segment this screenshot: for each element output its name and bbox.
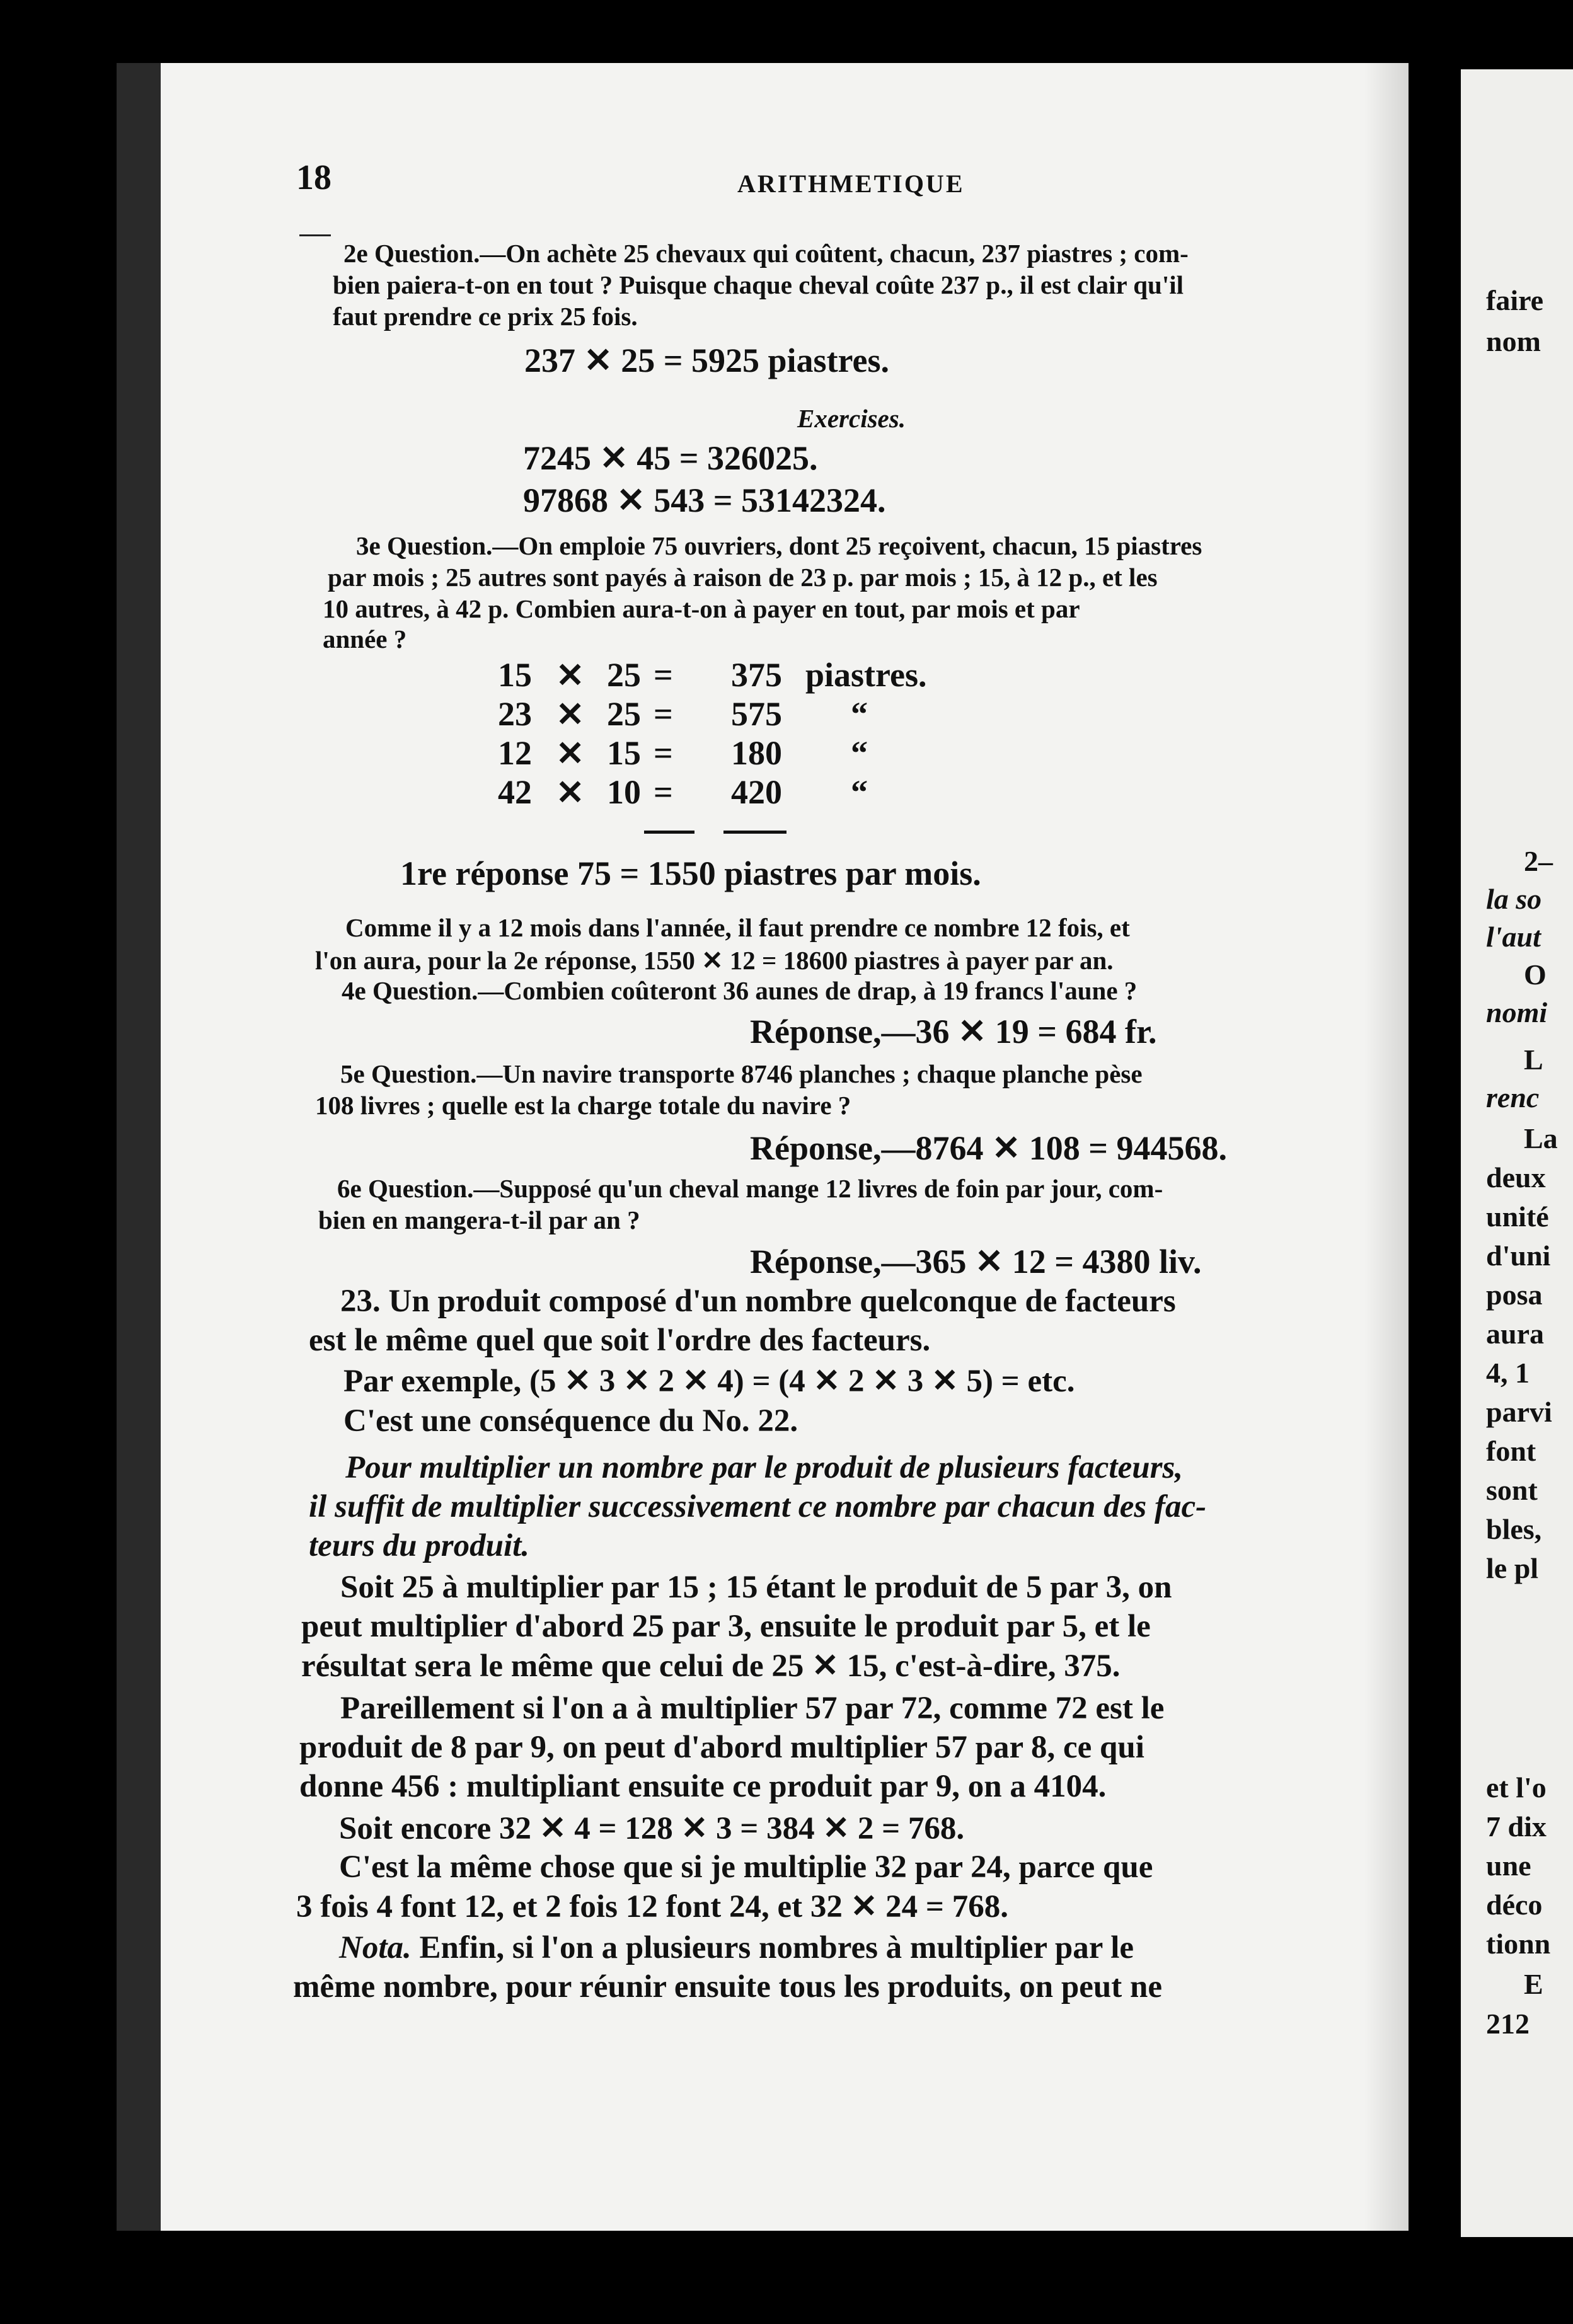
paragraph-23-example: Par exemple, (5 ✕ 3 ✕ 2 ✕ 4) = (4 ✕ 2 ✕ 3 ✕ 5) = etc.	[343, 1364, 1075, 1399]
margin-mark	[299, 234, 331, 236]
table-cell: 25	[607, 695, 641, 733]
table-cell: 375	[731, 656, 782, 694]
table-cell: 23	[498, 695, 532, 733]
question-2-equation: 237 ✕ 25 = 5925 piastres.	[524, 342, 890, 379]
adjacent-fragment: et l'o	[1486, 1771, 1547, 1803]
rule-line-3: teurs du produit.	[309, 1528, 530, 1563]
question-5-answer: Réponse,—8764 ✕ 108 = 944568.	[750, 1129, 1228, 1167]
adjacent-fragment: E	[1524, 1968, 1543, 2000]
exercises-heading: Exercises.	[797, 404, 906, 433]
adjacent-fragment: bles,	[1486, 1513, 1542, 1545]
equals-sign: =	[654, 695, 673, 733]
comment-line-1: Comme il y a 12 mois dans l'année, il faut prendre ce nombre 12 fois, et	[345, 913, 1130, 942]
equals-sign: =	[654, 656, 673, 694]
table-unit: “	[851, 695, 868, 733]
adjacent-fragment: nom	[1486, 325, 1541, 357]
adjacent-fragment: l'aut	[1486, 921, 1541, 953]
body-line-7: Soit encore 32 ✕ 4 = 128 ✕ 3 = 384 ✕ 2 = 768.	[339, 1811, 965, 1846]
body-line-4: Pareillement si l'on a à multiplier 57 par 72, comme 72 est le	[340, 1691, 1165, 1726]
adjacent-fragment: d'uni	[1486, 1240, 1551, 1272]
adjacent-fragment: deux	[1486, 1161, 1546, 1194]
body-line-6: donne 456 : multipliant ensuite ce produit par 9, on a 4104.	[299, 1769, 1107, 1804]
times-sign: ✕	[556, 735, 585, 773]
adjacent-fragment: posa	[1486, 1279, 1543, 1311]
adjacent-fragment: déco	[1486, 1889, 1543, 1921]
comment-line-2: l'on aura, pour la 2e réponse, 1550 ✕ 12 = 18600 piastres à payer par an.	[315, 946, 1114, 975]
question-5-line-2: 108 livres ; quelle est la charge totale du navire ?	[315, 1091, 851, 1120]
adjacent-fragment: unité	[1486, 1200, 1549, 1233]
table-cell: 25	[607, 656, 641, 694]
table-cell: 15	[498, 656, 532, 694]
body-line-11: même nombre, pour réunir ensuite tous les produits, on peut ne	[293, 1969, 1162, 2005]
body-line-10	[339, 1930, 1134, 1966]
sum-rule	[644, 831, 694, 834]
table-cell: 42	[498, 773, 532, 811]
question-4: 4e Question.—Combien coûteront 36 aunes de drap, à 19 francs l'aune ?	[342, 976, 1138, 1005]
adjacent-fragment: nomi	[1486, 996, 1548, 1028]
table-unit: “	[851, 773, 868, 811]
body-line-3: résultat sera le même que celui de 25 ✕ 15, c'est-à-dire, 375.	[301, 1648, 1121, 1684]
body-line-5: produit de 8 par 9, on peut d'abord multiplier 57 par 8, ce qui	[299, 1730, 1144, 1765]
question-6-line-2: bien en mangera-t-il par an ?	[318, 1205, 640, 1234]
running-head: ARITHMETIQUE	[737, 170, 965, 198]
adjacent-fragment: 212	[1486, 2008, 1530, 2040]
adjacent-fragment: renc	[1486, 1081, 1540, 1113]
adjacent-fragment: O	[1524, 958, 1547, 991]
adjacent-fragment: parvi	[1486, 1396, 1552, 1428]
sum-rule	[723, 831, 786, 834]
question-3-line-2: par mois ; 25 autres sont payés à raison de 23 p. par mois ; 15, à 12 p., et les	[328, 563, 1158, 592]
adjacent-fragment: sont	[1486, 1474, 1538, 1506]
table-cell: 10	[607, 773, 641, 811]
adjacent-fragment: font	[1486, 1435, 1536, 1467]
adjacent-page	[1461, 69, 1573, 2237]
question-2-line-2: bien paiera-t-on en tout ? Puisque chaque cheval coûte 237 p., il est clair qu'il	[333, 270, 1184, 299]
adjacent-fragment: aura	[1486, 1318, 1544, 1350]
times-sign: ✕	[556, 657, 585, 694]
times-sign: ✕	[556, 774, 585, 812]
question-6-answer: Réponse,—365 ✕ 12 = 4380 liv.	[750, 1243, 1202, 1280]
question-5-line-1: 5e Question.—Un navire transporte 8746 planches ; chaque planche pèse	[340, 1059, 1143, 1088]
body-line-8: C'est la même chose que si je multiplie 32 par 24, parce que	[339, 1849, 1153, 1885]
adjacent-fragment: faire	[1486, 284, 1544, 316]
question-3-line-3: 10 autres, à 42 p. Combien aura-t-on à payer en tout, par mois et par	[323, 594, 1080, 623]
body-line-9: 3 fois 4 font 12, et 2 fois 12 font 24, et 32 ✕ 24 = 768.	[296, 1889, 1008, 1924]
question-6-line-1: 6e Question.—Supposé qu'un cheval mange 12 livres de foin par jour, com-	[337, 1174, 1163, 1203]
paragraph-23-line-1: 23. Un produit composé d'un nombre quelconque de facteurs	[340, 1284, 1176, 1319]
rule-line-1: Pour multiplier un nombre par le produit de plusieurs facteurs,	[345, 1450, 1184, 1485]
nota-text: Enfin, si l'on a plusieurs nombres à multiplier par le	[419, 1930, 1134, 1965]
table-cell: 15	[607, 734, 641, 772]
body-line-1: Soit 25 à multiplier par 15 ; 15 étant le produit de 5 par 3, on	[340, 1570, 1172, 1605]
page-number: 18	[296, 158, 331, 197]
adjacent-fragment: 4, 1	[1486, 1357, 1530, 1389]
table-unit: “	[851, 734, 868, 772]
adjacent-fragment: L	[1524, 1044, 1543, 1076]
table-cell: 12	[498, 734, 532, 772]
first-answer: 1re réponse 75 = 1550 piastres par mois.	[400, 854, 981, 892]
times-sign: ✕	[556, 696, 585, 733]
equals-sign: =	[654, 734, 673, 772]
table-cell: 420	[731, 773, 782, 811]
adjacent-fragment: La	[1524, 1122, 1558, 1154]
adjacent-fragment: 2–	[1524, 845, 1553, 877]
table-unit: piastres.	[805, 656, 927, 694]
adjacent-fragment: une	[1486, 1849, 1531, 1882]
paragraph-23-line-4: C'est une conséquence du No. 22.	[343, 1403, 798, 1439]
question-3-line-1: 3e Question.—On emploie 75 ouvriers, dont 25 reçoivent, chacun, 15 piastres	[356, 531, 1202, 560]
exercise-2: 97868 ✕ 543 = 53142324.	[523, 481, 886, 519]
adjacent-fragment: le pl	[1486, 1552, 1539, 1584]
rule-line-2: il suffit de multiplier successivement ce nombre par chacun des fac-	[309, 1489, 1207, 1524]
question-3-line-4: année ?	[323, 624, 407, 653]
adjacent-fragment: 7 dix	[1486, 1810, 1547, 1843]
paragraph-23-line-2: est le même quel que soit l'ordre des facteurs.	[309, 1323, 931, 1358]
table-cell: 180	[731, 734, 782, 772]
exercise-1: 7245 ✕ 45 = 326025.	[523, 439, 818, 477]
adjacent-fragment: tionn	[1486, 1928, 1551, 1960]
table-cell: 575	[731, 695, 782, 733]
nota-label: Nota.	[339, 1930, 412, 1965]
question-2-line-3: faut prendre ce prix 25 fois.	[333, 302, 638, 331]
body-line-2: peut multiplier d'abord 25 par 3, ensuite le produit par 5, et le	[301, 1609, 1151, 1644]
question-2-line-1: 2e Question.—On achète 25 chevaux qui coûtent, chacun, 237 piastres ; com-	[343, 239, 1189, 268]
adjacent-fragment: la so	[1486, 883, 1542, 915]
question-4-answer: Réponse,—36 ✕ 19 = 684 fr.	[750, 1013, 1157, 1050]
equals-sign: =	[654, 773, 673, 811]
